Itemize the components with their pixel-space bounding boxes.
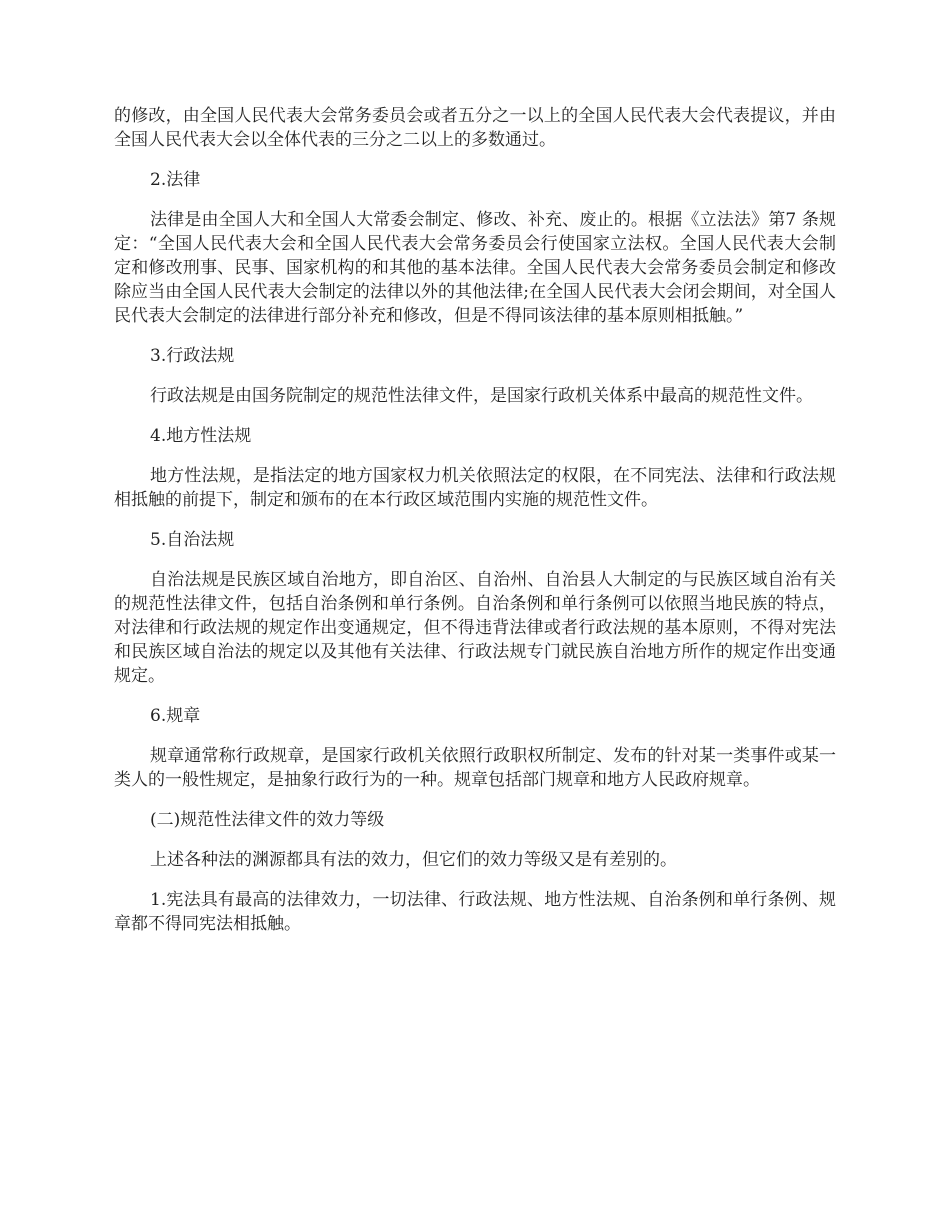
heading-administrative-regulations: 3.行政法规 xyxy=(150,346,235,366)
heading-effect-hierarchy: (二)规范性法律文件的效力等级 xyxy=(150,810,385,830)
heading-law: 2.法律 xyxy=(150,170,201,190)
paragraph-effect-hierarchy-intro: 上述各种法的渊源都具有法的效力，但它们的效力等级又是有差别的。 xyxy=(150,850,677,870)
paragraph-local-regulations: 地方性法规，是指法定的地方国家权力机关依照法定的权限，在不同宪法、法律和行政法规相抵触的前提下，制定和颁布的在本行政区域范围内实施的规范性文件。 xyxy=(114,466,836,510)
document-page xyxy=(114,104,836,952)
paragraph-law: 法律是由全国人大和全国人大常委会制定、修改、补充、废止的。根据《立法法》第7 条规定：“全国人民代表大会和全国人民代表大会常务委员会行使国家立法权。全国人民代表大会制定和修改刑事、民事、国家机构的和其他的基本法律。全国人民代表大会常务委员会制定和修改除应当由全国人民代表大会制定的法律以外的其他法律;在全国人民代表大会闭会期间，对全国人民代表大会制定的法律进行部分补充和修改，但是不得同该法律的基本原则相抵触。” xyxy=(114,210,836,326)
heading-autonomous-regulations: 5.自治法规 xyxy=(150,530,235,550)
heading-rules: 6.规章 xyxy=(150,706,201,726)
paragraph-administrative-regulations: 行政法规是由国务院制定的规范性法律文件，是国家行政机关体系中最高的规范性文件。 xyxy=(150,386,813,406)
paragraph-constitution-supremacy: 1.宪法具有最高的法律效力，一切法律、行政法规、地方性法规、自治条例和单行条例、规章都不得同宪法相抵触。 xyxy=(114,890,836,934)
heading-local-regulations: 4.地方性法规 xyxy=(150,426,252,446)
paragraph-rules: 规章通常称行政规章，是国家行政机关依照行政职权所制定、发布的针对某一类事件或某一类人的一般性规定，是抽象行政行为的一种。规章包括部门规章和地方人民政府规章。 xyxy=(114,746,836,790)
paragraph-constitution-amendment: 的修改，由全国人民代表大会常务委员会或者五分之一以上的全国人民代表大会代表提议，并由全国人民代表大会以全体代表的三分之二以上的多数通过。 xyxy=(114,106,836,150)
paragraph-autonomous-regulations: 自治法规是民族区域自治地方，即自治区、自治州、自治县人大制定的与民族区域自治有关的规范性法律文件，包括自治条例和单行条例。自治条例和单行条例可以依照当地民族的特点，对法律和行政法规的规定作出变通规定，但不得违背法律或者行政法规的基本原则，不得对宪法和民族区域自治法的规定以及其他有关法律、行政法规专门就民族自治地方所作的规定作出变通规定。 xyxy=(114,570,836,686)
